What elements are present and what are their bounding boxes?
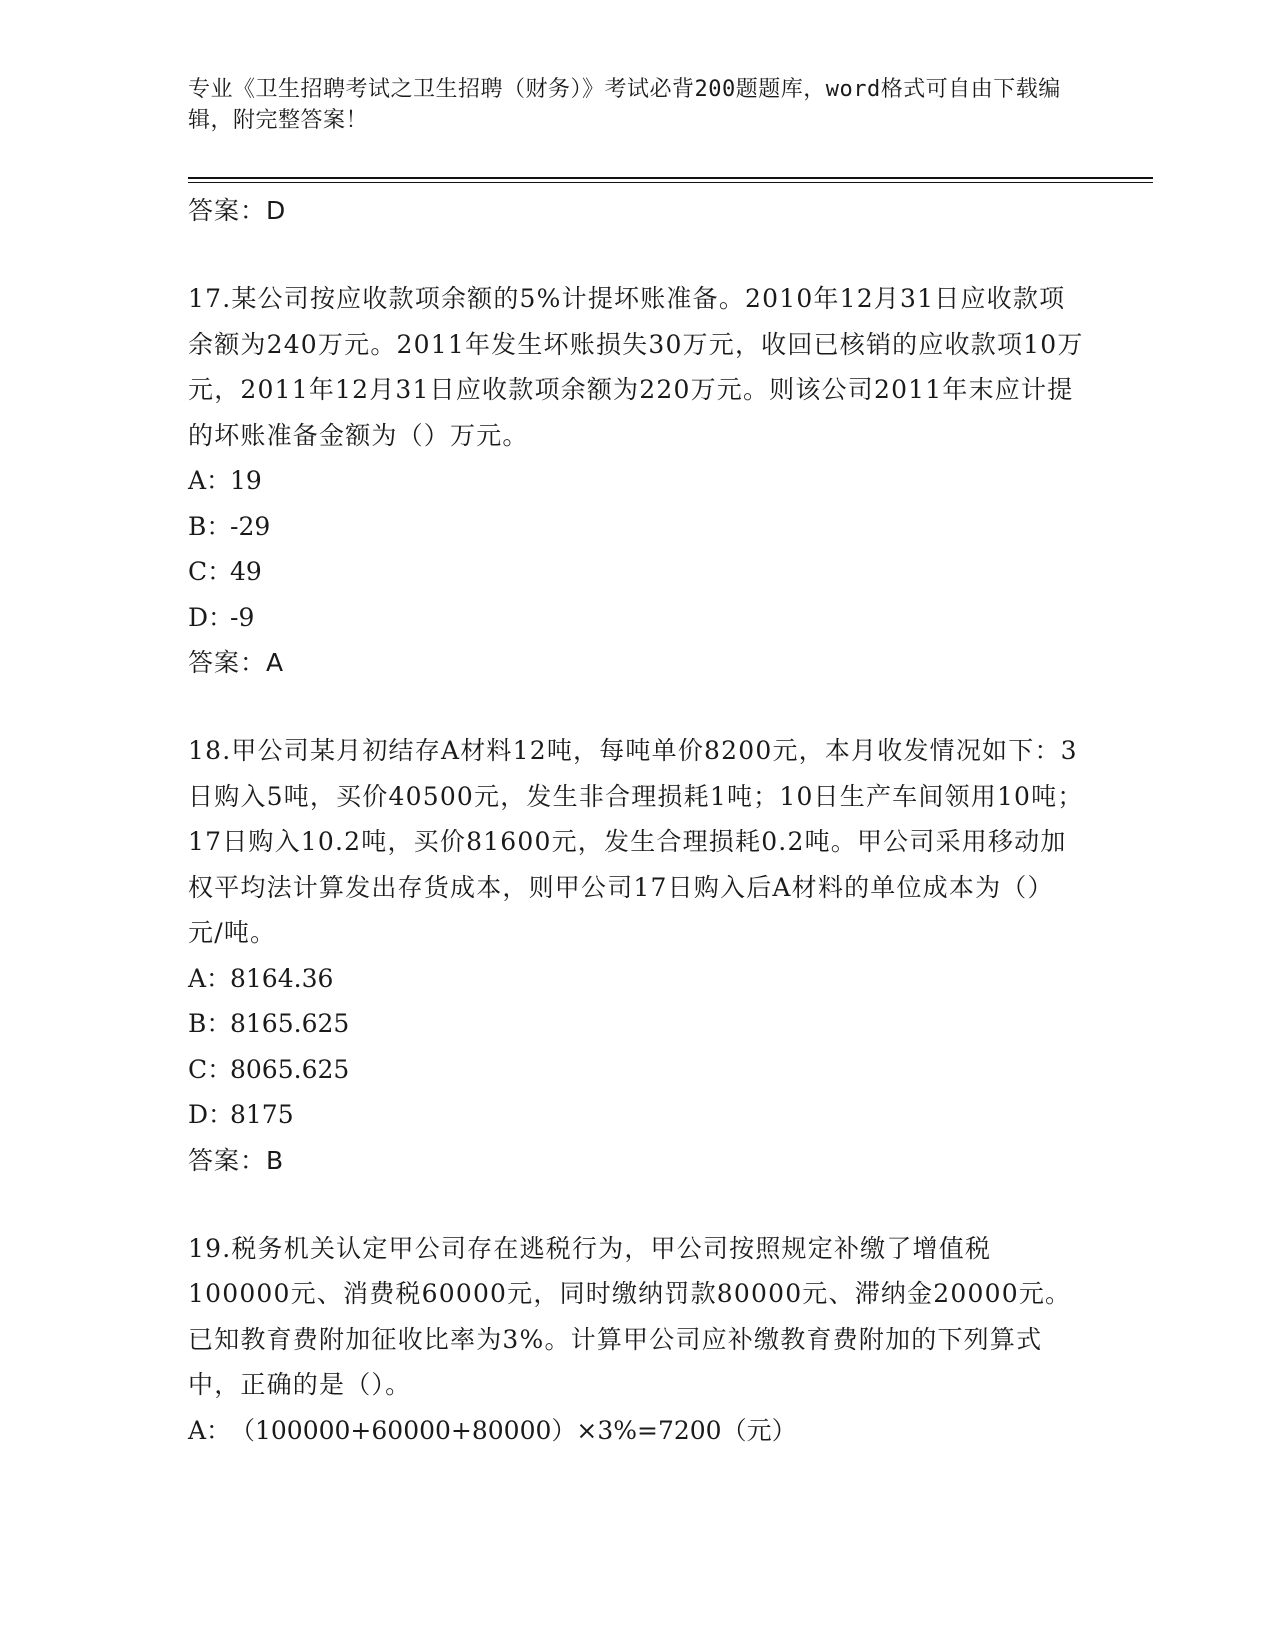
option-b: B：8165.625 [188,1009,350,1038]
option-c: C：8065.625 [188,1054,350,1084]
document-header [188,74,1068,136]
header-rule [188,177,1153,179]
answer-line: 答案：B [188,1145,285,1175]
answer-line: 答案：D [188,196,287,225]
document-body [188,188,1088,1453]
question-text: 18.甲公司某月初结存A材料12吨，每吨单价8200元，本月收发情况如下：3日购入5吨，买价40500元，发生非合理损耗1吨；10日生产车间领用10吨；17日购入10.2吨，买价81600元，发生合理损耗0.2吨。甲公司采用移动加权平均法计算发出存货成本，则甲公司17日购入后A材料的单位成本为（）元/吨。 [188,736,1084,947]
answer-line: 答案：A [188,648,285,677]
option-d: D：8175 [188,1100,294,1129]
header-title: 专业《卫生招聘考试之卫生招聘（财务）》考试必背200题题库，word格式可自由下载编辑，附完整答案！ [188,77,1061,133]
option-a: A：19 [188,466,262,495]
question-block [188,1226,1088,1454]
option-b: B：-29 [188,511,271,541]
question-block [188,276,1088,686]
option-a: A：（100000+60000+80000）×3%=7200（元） [188,1415,797,1445]
question-text: 19.税务机关认定甲公司存在逃税行为，甲公司按照规定补缴了增值税100000元、消费税60000元，同时缴纳罚款80000元、滞纳金20000元。已知教育费附加征收比率为3%。计算甲公司应补缴教育费附加的下列算式中，正确的是（）。 [188,1233,1072,1399]
header-rule-thin [188,182,1153,183]
question-block [188,728,1088,1184]
option-d: D：-9 [188,602,255,632]
option-a: A：8164.36 [188,963,334,993]
option-c: C：49 [188,557,262,586]
question-text: 17.某公司按应收款项余额的5%计提坏账准备。2010年12月31日应收款项余额为240万元。2011年发生坏账损失30万元，收回已核销的应收款项10万元，2011年12月31日应收款项余额为220万元。则该公司2011年末应计提的坏账准备金额为（）万元。 [188,284,1084,450]
